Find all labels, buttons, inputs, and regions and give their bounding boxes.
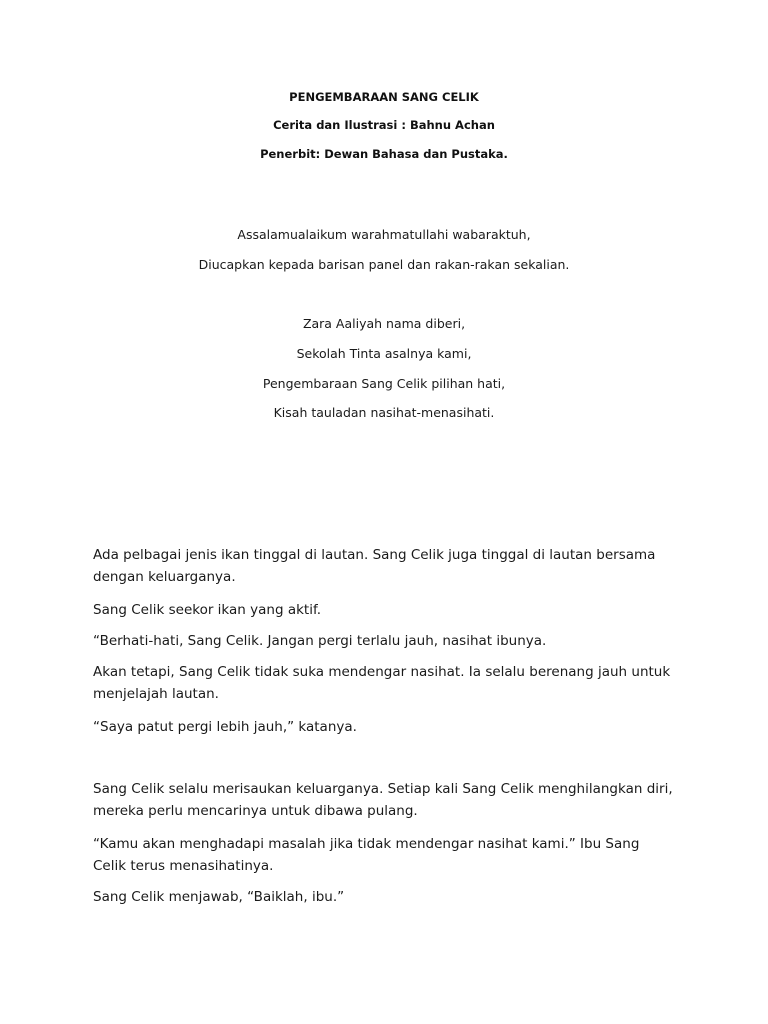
greeting-line: Assalamualaikum warahmatullahi wabaraktuh, — [237, 227, 531, 242]
story-paragraph: “Kamu akan menghadapi masalah jika tidak mendengar nasihat kami.” Ibu Sang Celik terus menasihatinya. — [93, 836, 640, 874]
story-paragraph: Sang Celik seekor ikan yang aktif. — [93, 602, 322, 618]
document-publisher: Penerbit: Dewan Bahasa dan Pustaka. — [260, 147, 508, 161]
story-paragraph: Akan tetapi, Sang Celik tidak suka mendengar nasihat. Ia selalu berenang jauh untuk menjelajah lautan. — [93, 664, 671, 702]
poem-line: Kisah tauladan nasihat-menasihati. — [273, 405, 495, 420]
story-paragraph: “Berhati-hati, Sang Celik. Jangan pergi terlalu jauh, nasihat ibunya. — [93, 633, 547, 649]
poem-line: Zara Aaliyah nama diberi, — [302, 316, 466, 331]
poem-line: Pengembaraan Sang Celik pilihan hati, — [262, 376, 506, 391]
document-title: PENGEMBARAAN SANG CELIK — [289, 90, 479, 104]
document-credits: Cerita dan Ilustrasi : Bahnu Achan — [273, 118, 495, 132]
story-paragraph: Sang Celik selalu merisaukan keluarganya. Setiap kali Sang Celik menghilangkan diri, mereka perlu mencarinya untuk dibawa pulang. — [93, 781, 673, 819]
story-paragraph: Sang Celik menjawab, “Baiklah, ibu.” — [93, 889, 345, 905]
greeting-line: Diucapkan kepada barisan panel dan rakan-rakan sekalian. — [198, 257, 570, 272]
story-paragraph: Ada pelbagai jenis ikan tinggal di lautan. Sang Celik juga tinggal di lautan bersama dengan keluarganya. — [93, 547, 656, 585]
poem-line: Sekolah Tinta asalnya kami, — [296, 346, 472, 361]
story-paragraph: “Saya patut pergi lebih jauh,” katanya. — [93, 719, 357, 735]
